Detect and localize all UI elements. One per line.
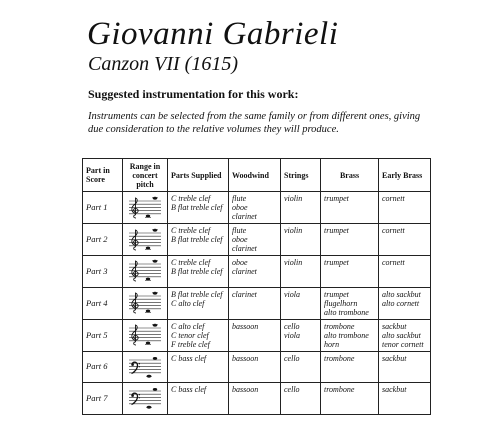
early-brass-cell <box>379 192 431 224</box>
table-body <box>83 192 431 415</box>
treble-staff-icon <box>128 196 162 220</box>
parts-supplied-cell <box>168 192 229 224</box>
brass-cell-entry: horn <box>324 339 340 349</box>
part-label: Part 1 <box>83 192 123 224</box>
woodwind-cell <box>229 383 281 415</box>
brass-cell <box>321 224 379 256</box>
strings-cell-entry: cello <box>284 321 300 331</box>
early-brass-cell-entry: alto cornett <box>382 298 420 308</box>
header-woodwind: Woodwind <box>229 159 281 192</box>
early-brass-cell <box>379 224 431 256</box>
woodwind-cell-entry: flute <box>232 194 247 203</box>
woodwind-cell-entry: oboe <box>232 203 248 212</box>
strings-cell-entry: viola <box>284 289 300 299</box>
part-label: Part 6 <box>83 351 123 383</box>
woodwind-cell <box>229 192 281 224</box>
treble-staff-icon <box>128 228 162 252</box>
brass-cell-entry: alto trombone <box>324 307 369 317</box>
bass-staff-icon <box>128 355 162 379</box>
brass-cell-entry: alto trombone <box>324 330 369 340</box>
early-brass-cell-entry: alto sackbut <box>382 330 421 340</box>
parts-supplied-cell-entry: C alto clef <box>171 298 205 308</box>
parts-supplied-cell <box>168 224 229 256</box>
woodwind-cell-entry: clarinet <box>232 289 257 299</box>
parts-supplied-cell-entry: B flat treble clef <box>171 235 223 244</box>
strings-cell <box>281 383 321 415</box>
header-range: Range in concert pitch <box>123 159 168 192</box>
brass-cell-entry: trombone <box>324 321 355 331</box>
brass-cell-entry: trumpet <box>324 194 349 203</box>
strings-cell <box>281 192 321 224</box>
header-early-brass: Early Brass <box>379 159 431 192</box>
header-parts-supplied: Parts Supplied <box>168 159 229 192</box>
brass-cell-entry: trumpet <box>324 289 349 299</box>
parts-supplied-cell-entry: C treble clef <box>171 194 211 203</box>
early-brass-cell-entry: cornett <box>382 226 405 235</box>
brass-cell-entry: flugelhorn <box>324 298 358 308</box>
brass-cell-entry: trombone <box>324 353 355 363</box>
strings-cell-entry: violin <box>284 226 303 235</box>
early-brass-cell-entry: sackbut <box>382 353 407 363</box>
early-brass-cell <box>379 383 431 415</box>
early-brass-cell-entry: cornett <box>382 194 405 203</box>
woodwind-cell-entry: bassoon <box>232 353 259 363</box>
header-strings: Strings <box>281 159 321 192</box>
strings-cell-entry: violin <box>284 258 303 267</box>
treble-staff-icon <box>128 259 162 283</box>
woodwind-cell <box>229 224 281 256</box>
parts-supplied-cell <box>168 383 229 415</box>
strings-cell-entry: cello <box>284 353 300 363</box>
woodwind-cell-entry: bassoon <box>232 385 259 395</box>
range-cell <box>123 256 168 288</box>
intro-text: Instruments can be selected from the same family or from different ones, giving due consideration to the relative volumes they will produce. <box>88 111 421 135</box>
early-brass-cell <box>379 256 431 288</box>
parts-supplied-cell-entry: C treble clef <box>171 258 211 267</box>
early-brass-cell-entry: alto sackbut <box>382 289 421 299</box>
section-heading: Suggested instrumentation for this work: <box>88 87 299 101</box>
parts-supplied-cell-entry: F treble clef <box>171 339 210 349</box>
table-row <box>83 351 431 383</box>
woodwind-cell-entry: bassoon <box>232 321 259 331</box>
woodwind-cell-entry: oboe <box>232 258 248 267</box>
woodwind-cell <box>229 319 281 351</box>
brass-cell <box>321 192 379 224</box>
woodwind-cell <box>229 256 281 288</box>
parts-supplied-cell <box>168 319 229 351</box>
strings-cell <box>281 287 321 319</box>
strings-cell-entry: violin <box>284 194 303 203</box>
woodwind-cell-entry: clarinet <box>232 244 257 253</box>
parts-supplied-cell <box>168 351 229 383</box>
range-cell <box>123 192 168 224</box>
strings-cell <box>281 224 321 256</box>
range-cell <box>123 351 168 383</box>
table-row <box>83 224 431 256</box>
part-label: Part 2 <box>83 224 123 256</box>
early-brass-cell <box>379 287 431 319</box>
early-brass-cell <box>379 351 431 383</box>
parts-supplied-cell-entry: B flat treble clef <box>171 267 223 276</box>
parts-supplied-cell-entry: B flat treble clef <box>171 203 223 212</box>
table-header-row <box>83 159 431 192</box>
woodwind-cell-entry: clarinet <box>232 267 257 276</box>
range-cell <box>123 224 168 256</box>
parts-supplied-cell-entry: C tenor clef <box>171 330 209 340</box>
brass-cell <box>321 319 379 351</box>
early-brass-cell-entry: tenor cornett <box>382 339 424 349</box>
range-cell <box>123 383 168 415</box>
table-row <box>83 319 431 351</box>
brass-cell <box>321 287 379 319</box>
part-label: Part 3 <box>83 256 123 288</box>
part-label: Part 5 <box>83 319 123 351</box>
header-brass: Brass <box>321 159 379 192</box>
woodwind-cell-entry: flute <box>232 226 247 235</box>
parts-supplied-cell-entry: C bass clef <box>171 385 207 395</box>
brass-cell <box>321 383 379 415</box>
strings-cell <box>281 319 321 351</box>
instrumentation-table <box>82 158 431 415</box>
part-label: Part 7 <box>83 383 123 415</box>
table-row <box>83 383 431 415</box>
brass-cell <box>321 351 379 383</box>
woodwind-cell <box>229 287 281 319</box>
brass-cell <box>321 256 379 288</box>
brass-cell-entry: trumpet <box>324 226 349 235</box>
parts-supplied-cell-entry: C alto clef <box>171 321 205 331</box>
woodwind-cell <box>229 351 281 383</box>
parts-supplied-cell-entry: C treble clef <box>171 226 211 235</box>
woodwind-cell-entry: clarinet <box>232 212 257 221</box>
parts-supplied-cell <box>168 256 229 288</box>
strings-cell-entry: viola <box>284 330 300 340</box>
strings-cell <box>281 351 321 383</box>
table-row <box>83 287 431 319</box>
parts-supplied-cell-entry: B flat treble clef <box>171 289 223 299</box>
table-row <box>83 256 431 288</box>
woodwind-cell-entry: oboe <box>232 235 248 244</box>
parts-supplied-cell-entry: C bass clef <box>171 353 207 363</box>
early-brass-cell-entry: sackbut <box>382 321 407 331</box>
page-title: Giovanni Gabrieli <box>87 16 339 52</box>
range-cell <box>123 287 168 319</box>
table-row <box>83 192 431 224</box>
parts-supplied-cell <box>168 287 229 319</box>
treble-staff-icon <box>128 291 162 315</box>
part-label: Part 4 <box>83 287 123 319</box>
header-part: Part in Score <box>83 159 123 192</box>
early-brass-cell-entry: sackbut <box>382 385 407 395</box>
range-cell <box>123 319 168 351</box>
strings-cell <box>281 256 321 288</box>
brass-cell-entry: trumpet <box>324 258 349 267</box>
strings-cell-entry: cello <box>284 385 300 395</box>
early-brass-cell <box>379 319 431 351</box>
page-subtitle: Canzon VII (1615) <box>88 53 238 75</box>
brass-cell-entry: trombone <box>324 385 355 395</box>
early-brass-cell-entry: cornett <box>382 258 405 267</box>
treble-staff-icon <box>128 323 162 347</box>
bass-staff-icon <box>128 386 162 410</box>
